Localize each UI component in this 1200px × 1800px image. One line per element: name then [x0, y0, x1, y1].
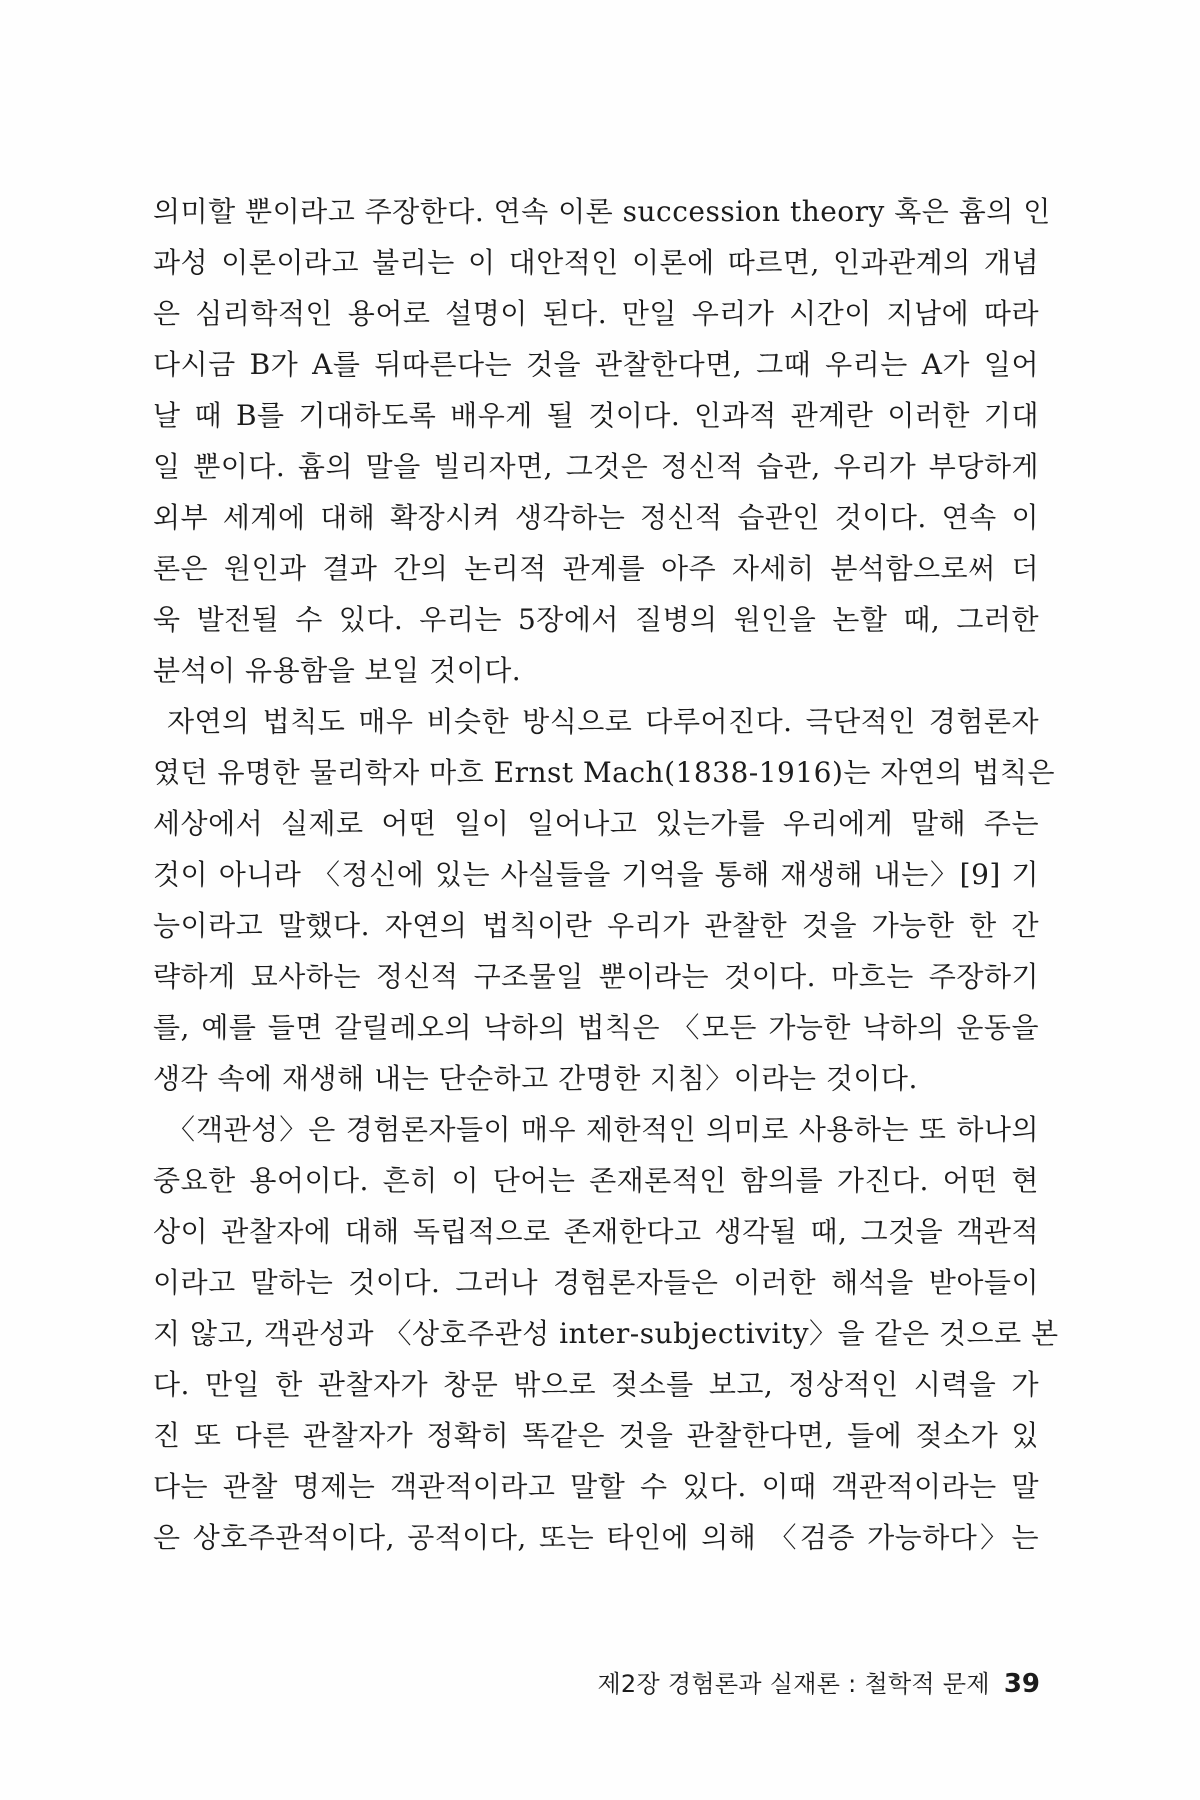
text-line: 중요한 용어이다. 흔히 이 단어는 존재론적인 함의를 가진다. 어떤 현 — [153, 1164, 1039, 1197]
text-line: 능이라고 말했다. 자연의 법칙이란 우리가 관찰한 것을 가능한 한 간 — [153, 909, 1039, 942]
text-line: 세상에서 실제로 어떤 일이 일어나고 있는가를 우리에게 말해 주는 — [153, 807, 1039, 840]
body-text — [153, 186, 1059, 1563]
text-line: 은 상호주관적이다, 공적이다, 또는 타인에 의해 〈검증 가능하다〉는 — [153, 1521, 1039, 1554]
text-line: 이라고 말하는 것이다. 그러나 경험론자들은 이러한 해석을 받아들이 — [153, 1266, 1039, 1299]
text-line: 욱 발전될 수 있다. 우리는 5장에서 질병의 원인을 논할 때, 그러한 — [153, 603, 1039, 636]
text-line: 략하게 묘사하는 정신적 구조물일 뿐이라는 것이다. 마흐는 주장하기 — [153, 960, 1039, 993]
text-line: 외부 세계에 대해 확장시켜 생각하는 정신적 습관인 것이다. 연속 이 — [153, 501, 1039, 534]
paragraph-3 — [153, 1104, 1059, 1563]
page-footer — [597, 1664, 1040, 1699]
text-line: 과성 이론이라고 불리는 이 대안적인 이론에 따르면, 인과관계의 개념 — [153, 246, 1039, 279]
text-line: 자연의 법칙도 매우 비슷한 방식으로 다루어진다. 극단적인 경험론자 — [167, 705, 1039, 738]
paragraph-2 — [153, 696, 1056, 1104]
text-line: 진 또 다른 관찰자가 정확히 똑같은 것을 관찰한다면, 들에 젖소가 있 — [153, 1419, 1039, 1452]
text-line: 날 때 B를 기대하도록 배우게 될 것이다. 인과적 관계란 이러한 기대 — [153, 399, 1039, 432]
text-line: 분석이 유용함을 보일 것이다. — [153, 654, 522, 687]
text-line: 의미할 뿐이라고 주장한다. 연속 이론 succession theory 혹은 흄의 인 — [153, 195, 1051, 228]
text-line: 〈객관성〉은 경험론자들이 매우 제한적인 의미로 사용하는 또 하나의 — [167, 1113, 1039, 1146]
text-line: 를, 예를 들면 갈릴레오의 낙하의 법칙은 〈모든 가능한 낙하의 운동을 — [153, 1011, 1039, 1044]
text-line: 지 않고, 객관성과 〈상호주관성 inter-subjectivity〉을 같은 것으로 본 — [153, 1317, 1059, 1350]
text-line: 다는 관찰 명제는 객관적이라고 말할 수 있다. 이때 객관적이라는 말 — [153, 1470, 1039, 1503]
text-line: 론은 원인과 결과 간의 논리적 관계를 아주 자세히 분석함으로써 더 — [153, 552, 1039, 585]
page-number: 39 — [1003, 1669, 1040, 1699]
text-line: 생각 속에 재생해 내는 단순하고 간명한 지침〉이라는 것이다. — [153, 1062, 918, 1095]
text-line: 상이 관찰자에 대해 독립적으로 존재한다고 생각될 때, 그것을 객관적 — [153, 1215, 1039, 1248]
text-line: 다. 만일 한 관찰자가 창문 밖으로 젖소를 보고, 정상적인 시력을 가 — [153, 1368, 1039, 1401]
paragraph-1 — [153, 186, 1051, 696]
text-line: 였던 유명한 물리학자 마흐 Ernst Mach(1838-1916)는 자연의 법칙은 — [153, 756, 1056, 789]
running-title: 제2장 경험론과 실재론 : 철학적 문제 — [597, 1670, 990, 1698]
text-line: 은 심리학적인 용어로 설명이 된다. 만일 우리가 시간이 지남에 따라 — [153, 297, 1039, 330]
text-line: 다시금 B가 A를 뒤따른다는 것을 관찰한다면, 그때 우리는 A가 일어 — [153, 348, 1039, 381]
text-line: 것이 아니라 〈정신에 있는 사실들을 기억을 통해 재생해 내는〉[9] 기 — [153, 858, 1039, 891]
text-line: 일 뿐이다. 흄의 말을 빌리자면, 그것은 정신적 습관, 우리가 부당하게 — [153, 450, 1039, 483]
